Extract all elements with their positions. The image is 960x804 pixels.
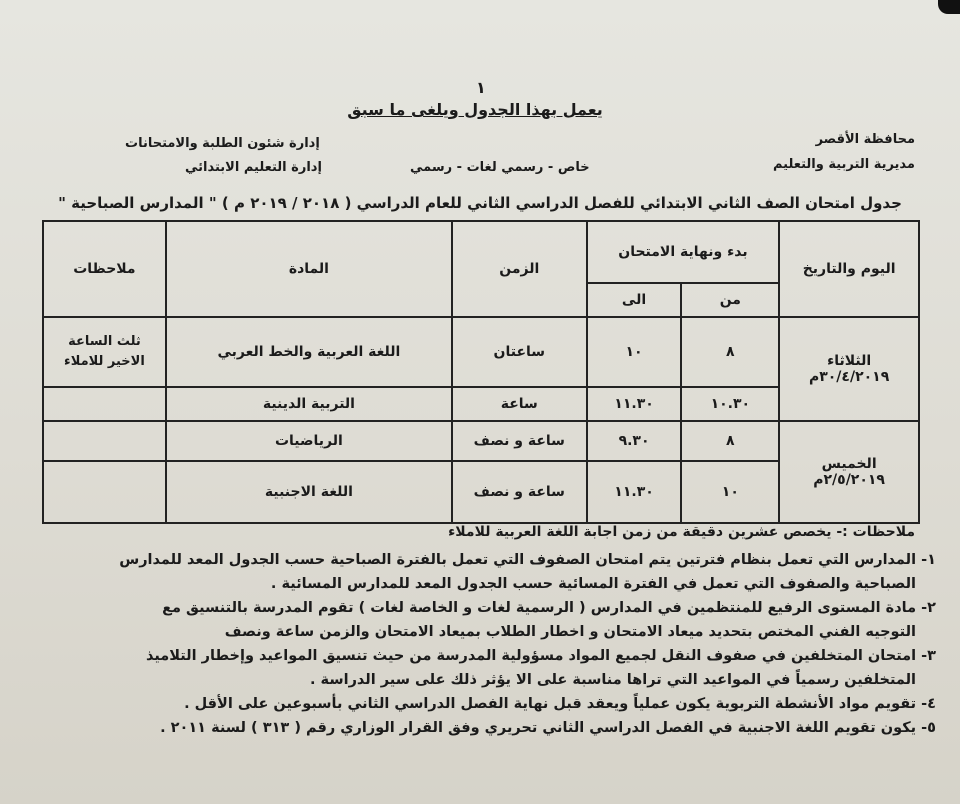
governorate: محافظة الأقصر: [815, 132, 915, 147]
duration-cell: ساعتان: [452, 317, 587, 387]
note-line: ٣- امتحان المتخلفين في صفوف النقل لجميع المواد مسؤولية المدرسة من حيث تنسيق المواعيد وإخطار التلاميذ: [145, 648, 936, 664]
remarks-cell: [43, 387, 166, 421]
subject-cell: التربية الدينية: [166, 387, 452, 421]
note-line: ١- المدارس التي تعمل بنظام فترتين يتم امتحان الصفوف التي تعمل بالفترة الصباحية حسب الجدول المعد للمدارس: [119, 552, 936, 568]
remarks-cell: [43, 461, 166, 523]
directorate: مديرية التربية والتعليم: [772, 157, 915, 172]
note-line: ٥- يكون تقويم اللغة الاجنبية في الفصل الدراسي الثاني تحريري وفق القرار الوزاري رقم ( ٣١٣ ) لسنة ٢٠١١ .: [160, 720, 936, 736]
note-line: ٤- تقويم مواد الأنشطة التربوية يكون عملياً ويعقد قبل نهاية الفصل الدراسي الثاني بأسبوعين على الأقل .: [184, 696, 936, 712]
note-line: الصباحية والصفوف التي تعمل في الفترة المسائية حسب الجدول المعد للمدارس المسائية .: [270, 576, 916, 592]
to-cell: ١٠: [587, 317, 682, 387]
corner-mark: [938, 0, 960, 14]
primary-education-admin: إدارة التعليم الابتدائي: [185, 160, 322, 175]
day-name: الثلاثاء: [827, 353, 872, 369]
header-day-date: اليوم والتاريخ: [779, 221, 919, 317]
remarks-cell: ثلث الساعة الاخير للاملاء: [43, 317, 166, 387]
to-cell: ١١.٣٠: [587, 461, 682, 523]
subject-cell: اللغة العربية والخط العربي: [166, 317, 452, 387]
remarks-cell: [43, 421, 166, 461]
day-date: ٢/٥/٢٠١٩م: [813, 472, 885, 488]
header-to: الى: [587, 283, 682, 317]
day-cell: [779, 317, 919, 421]
day-name: الخميس: [821, 456, 877, 472]
from-cell: ٨: [681, 421, 779, 461]
exam-table: [42, 220, 920, 524]
day-date: ٣٠/٤/٢٠١٩م: [808, 369, 890, 385]
from-cell: ١٠.٣٠: [681, 387, 779, 421]
header-duration: الزمن: [452, 221, 587, 317]
subject-cell: اللغة الاجنبية: [166, 461, 452, 523]
header-exam-period: بدء ونهاية الامتحان: [587, 221, 780, 283]
page-number: ١: [476, 78, 486, 97]
schedule-title: جدول امتحان الصف الثاني الابتدائي للفصل الدراسي الثاني للعام الدراسي ( ٢٠١٨ / ٢٠١٩ م ) " المدارس الصباحية ": [58, 194, 902, 212]
note-line: التوجيه الفني المختص بتحديد ميعاد الامتحان و اخطار الطلاب بميعاد الامتحان والزمن ساعة ونصف: [224, 624, 916, 640]
subject-cell: الرياضيات: [166, 421, 452, 461]
duration-cell: ساعة و نصف: [452, 421, 587, 461]
duration-cell: ساعة: [452, 387, 587, 421]
day-cell: [779, 421, 919, 523]
notes-list: [16, 548, 936, 740]
note-line: ٢- مادة المستوى الرفيع للمنتظمين في المدارس ( الرسمية لغات و الخاصة لغات ) تقوم المدرسة بالتنسيق مع: [162, 600, 936, 616]
from-cell: ٨: [681, 317, 779, 387]
to-cell: ٩.٣٠: [587, 421, 682, 461]
top-note: يعمل بهذا الجدول ويلغى ما سبق: [347, 100, 603, 119]
students-affairs-admin: إدارة شئون الطلبة والامتحانات: [125, 136, 320, 151]
header-remarks: ملاحظات: [43, 221, 166, 317]
from-cell: ١٠: [681, 461, 779, 523]
duration-cell: ساعة و نصف: [452, 461, 587, 523]
header-subject: المادة: [166, 221, 452, 317]
note-line: المتخلفين رسمياً في المواعيد التي تراها مناسبة على الا يؤثر ذلك على سير الدراسة .: [309, 672, 916, 688]
to-cell: ١١.٣٠: [587, 387, 682, 421]
school-types: خاص - رسمي لغات - رسمي: [410, 160, 590, 175]
header-from: من: [681, 283, 779, 317]
notes-title: ملاحظات :- يخصص عشرين دقيقة من زمن اجابة اللغة العربية للاملاء: [448, 524, 915, 540]
